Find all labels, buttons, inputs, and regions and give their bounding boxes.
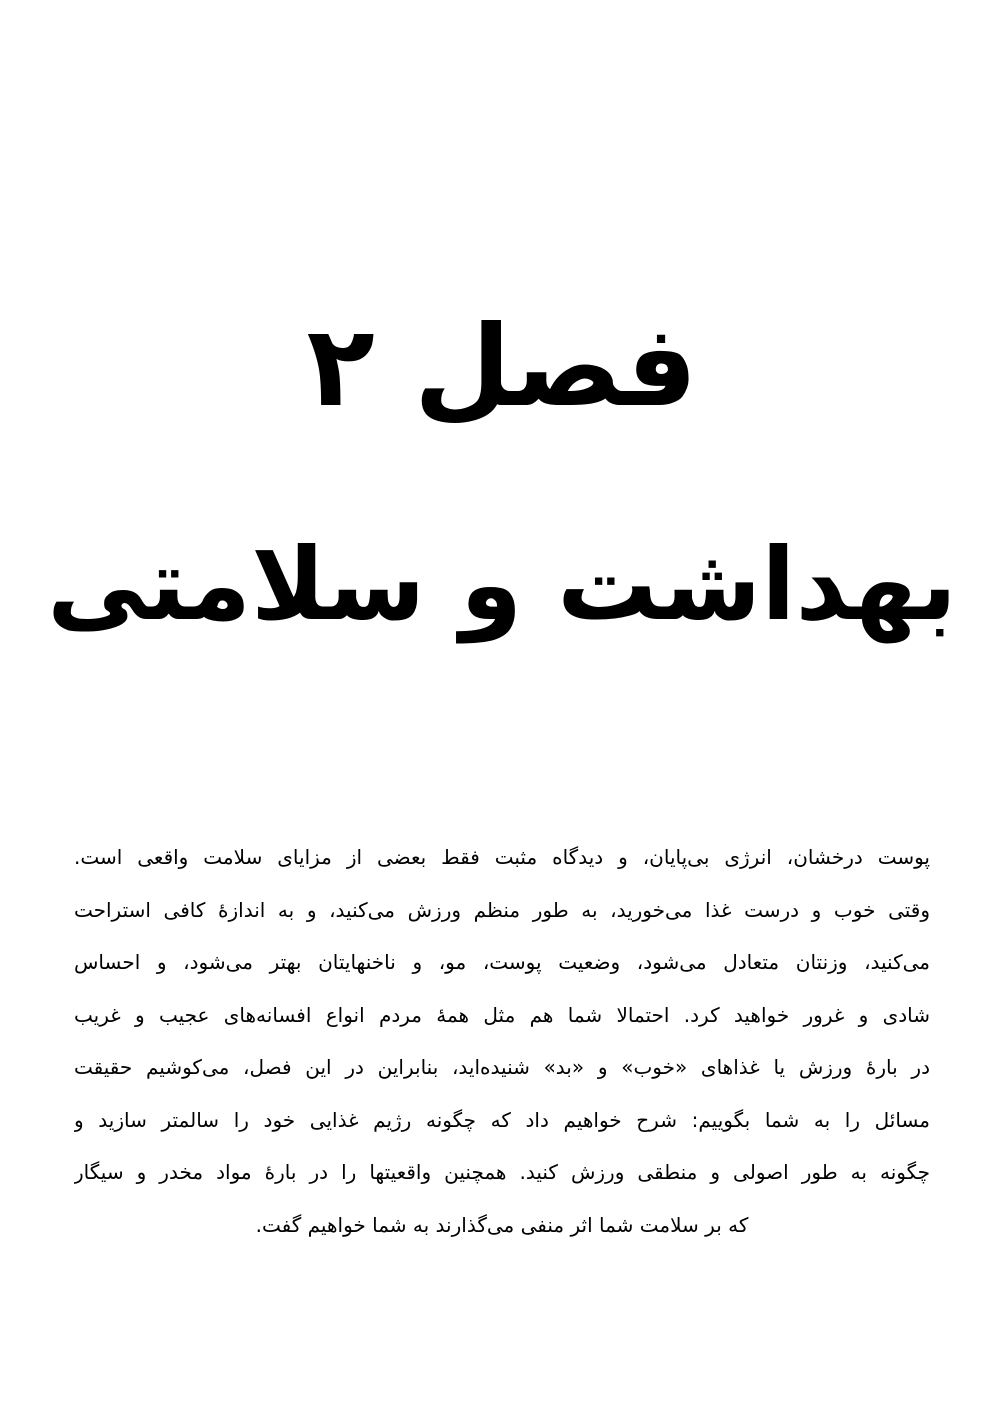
- body-line: می‌کنید، وزنتان متعادل می‌شود، وضعیت پوست، مو، و ناخنهایتان بهتر می‌شود، و احساس: [74, 950, 930, 974]
- body-line: چگونه به طور اصولی و منطقی ورزش کنید. همچنین واقعیتها را در بارهٔ مواد مخدر و سیگار: [74, 1160, 930, 1184]
- chapter-title: بهداشت و سلامتی: [47, 526, 957, 643]
- body-line: مسائل را به شما بگوییم: شرح خواهیم داد که چگونه رژیم غذایی خود را سالمتر سازید و: [74, 1107, 930, 1132]
- body-line: در بارهٔ ورزش یا غذاهای «خوب» و «بد» شنیده‌اید، بنابراین در این فصل، می‌کوشیم حقیقت: [74, 1055, 930, 1079]
- chapter-number: فصل ۲: [306, 302, 698, 432]
- body-line: پوست درخشان، انرژی بی‌پایان، و دیدگاه مثبت فقط بعضی از مزایای سلامت واقعی است.: [74, 845, 930, 869]
- body-line: شادی و غرور خواهید کرد. احتمالا شما هم مثل همهٔ مردم انواع افسانه‌های عجیب و غریب: [74, 1002, 930, 1027]
- body-paragraph: [74, 836, 930, 1256]
- body-line: وقتی خوب و درست غذا می‌خورید، به طور منظم ورزش می‌کنید، و به اندازهٔ کافی استراحت: [74, 897, 930, 922]
- body-line-last: که بر سلامت شما اثر منفی می‌گذارند به شما خواهیم گفت.: [255, 1212, 749, 1237]
